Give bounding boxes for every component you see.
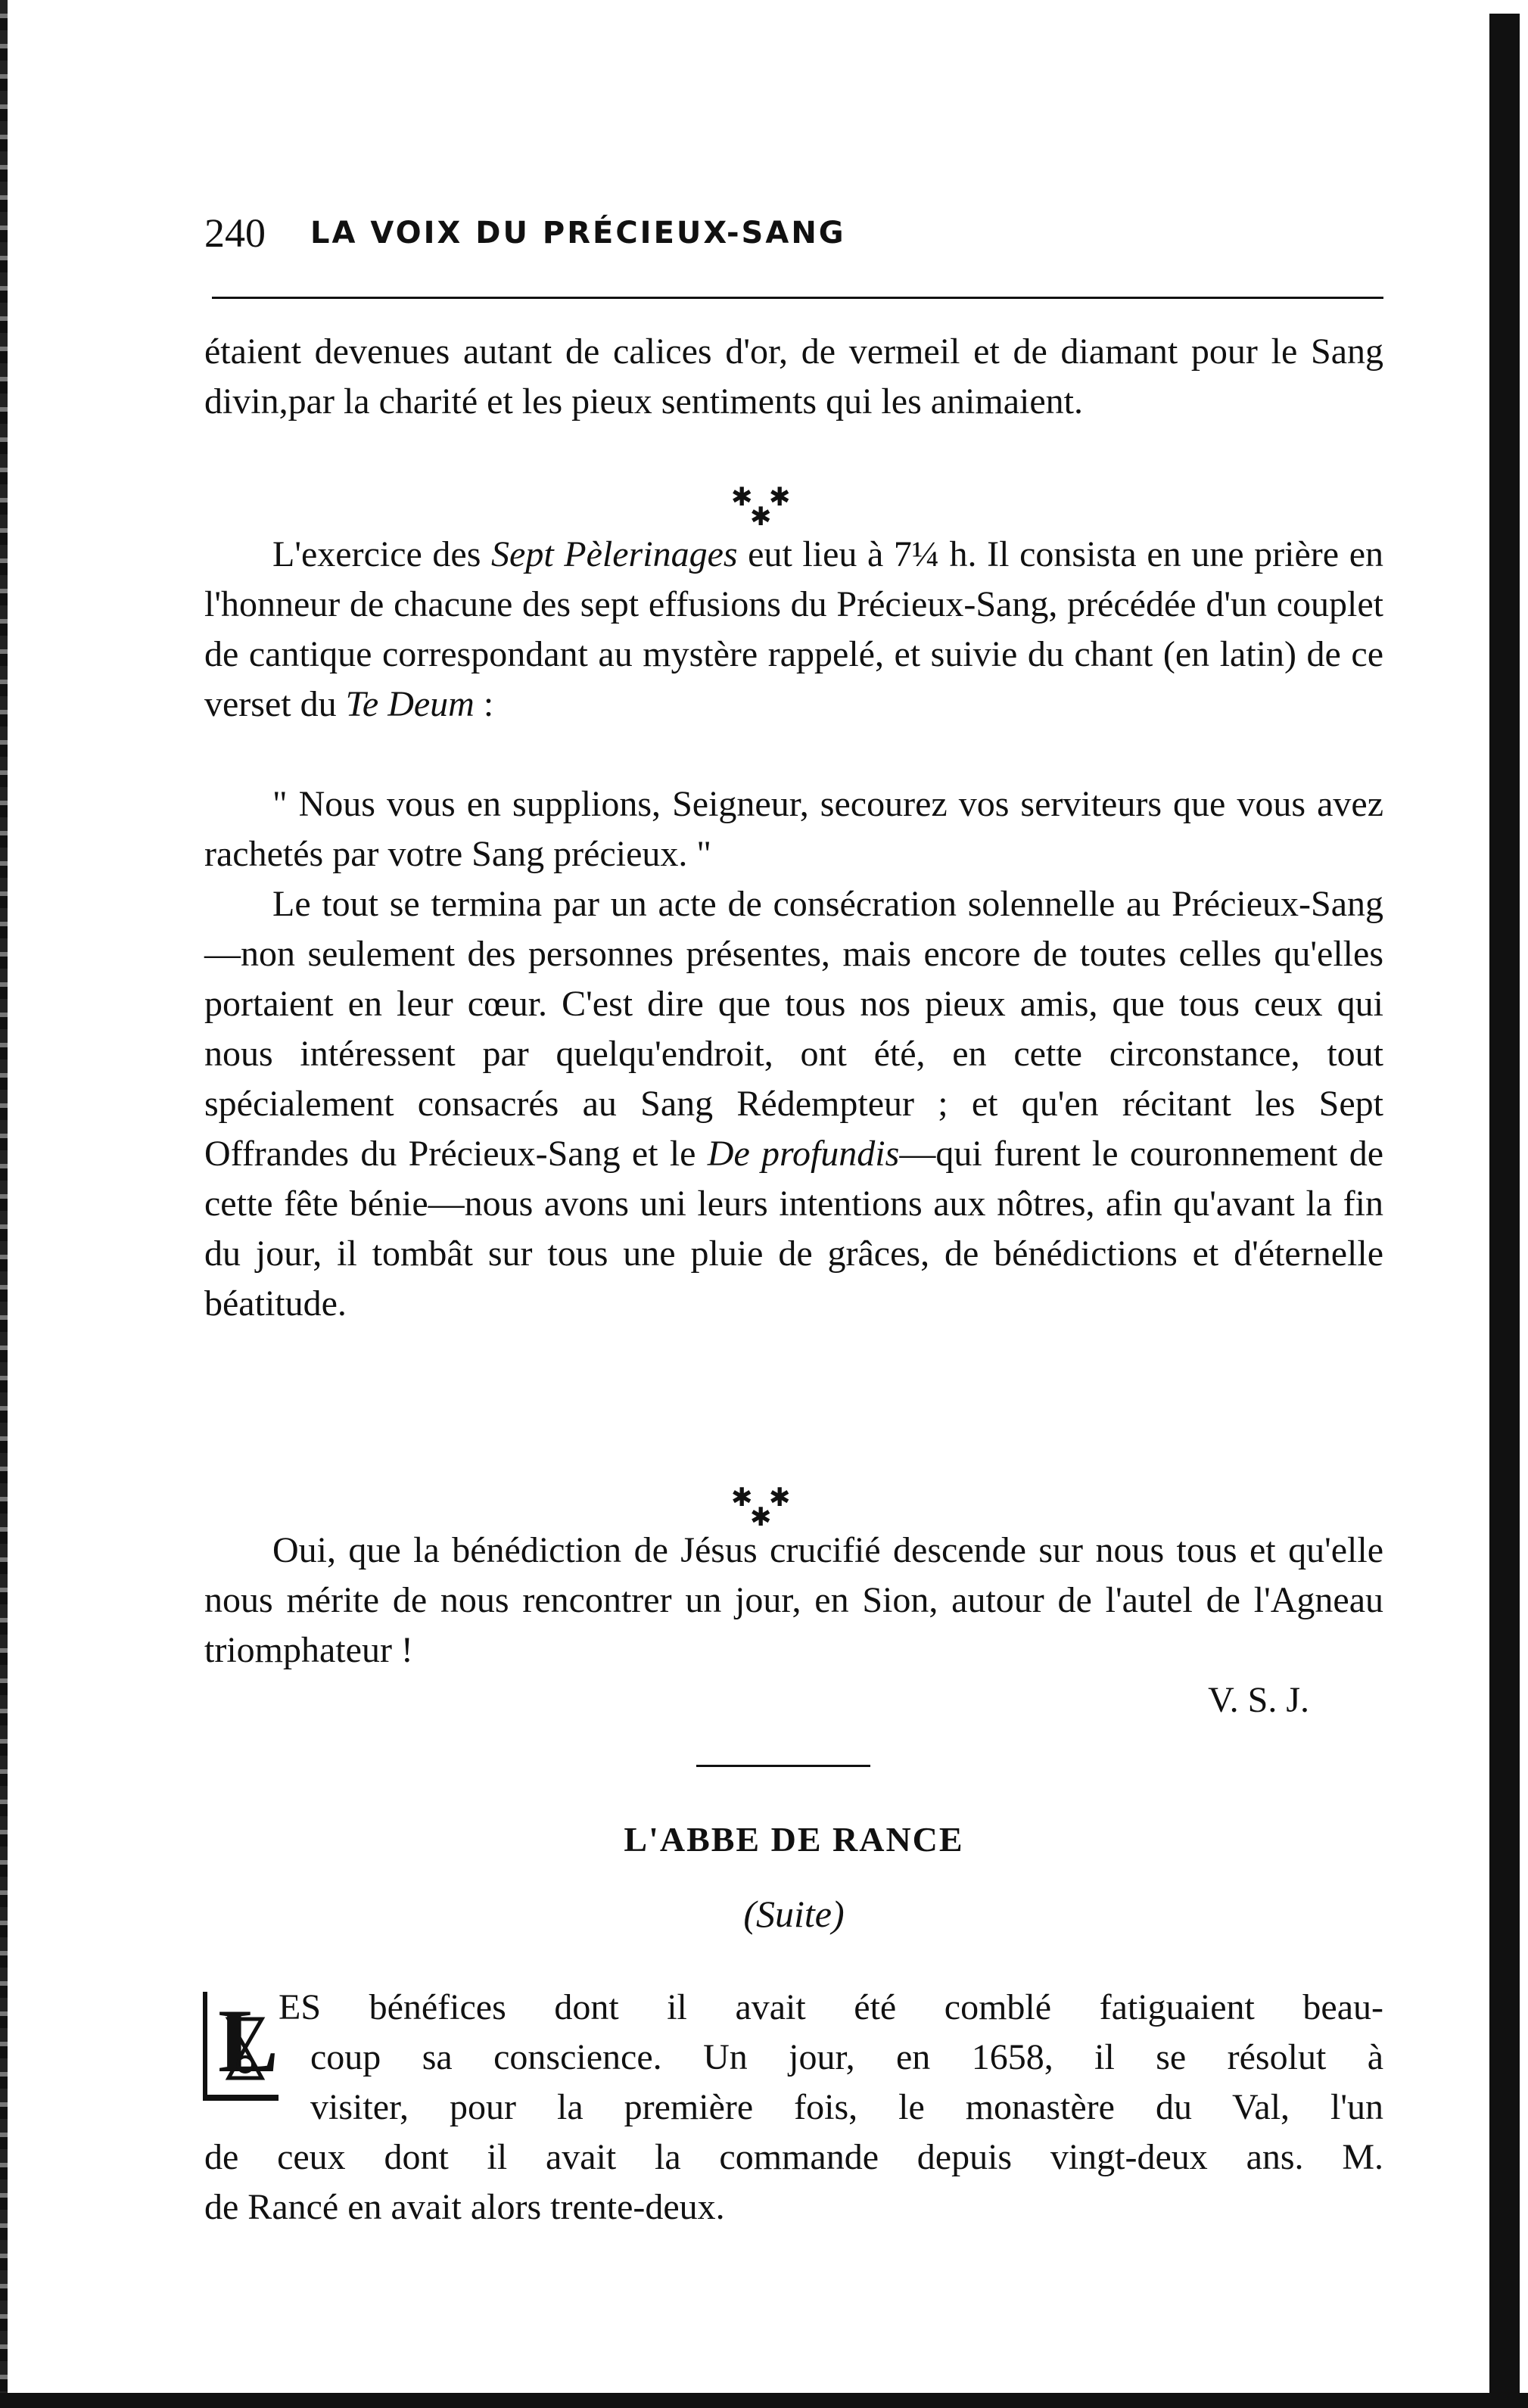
section-line-2: coup sa conscience. Un jour, en 1658, il se résolut à: [310, 2037, 1383, 2077]
section-subtitle: (Suite): [743, 1893, 845, 1935]
italic-title-sept-pelerinages: Sept Pèlerinages: [491, 534, 738, 574]
asterisk-icon: ✱: [731, 482, 753, 512]
paragraph-5: [204, 1526, 1383, 1675]
asterisk-icon: ✱: [750, 1502, 772, 1532]
asterisk-icon: ✱: [731, 1482, 753, 1513]
drop-cap-letter: L: [218, 1990, 279, 2091]
asterisk-icon: ✱: [769, 482, 791, 512]
header-rule: [212, 297, 1383, 299]
scan-bottom-border: [0, 2393, 1528, 2408]
section-line-1: ES bénéfices dont il avait été comblé fatiguaient beau-: [279, 1987, 1383, 2027]
page-header: [204, 203, 1385, 263]
section-line-4: de ceux dont il avait la commande depuis vingt-deux ans. M.: [204, 2137, 1383, 2177]
paragraph-2: [204, 530, 1383, 730]
paragraph-1: [204, 327, 1383, 427]
scan-left-edge: [0, 0, 8, 2408]
asterisk-icon: ✱: [769, 1482, 791, 1513]
hourglass-ornament-icon: [223, 2014, 268, 2083]
section-line-3: visiter, pour la première fois, le monastère du Val, l'un: [310, 2087, 1383, 2127]
paragraph-4-part-c: —qui furent le couronnement de cette fête bénie—nous avons uni leurs intentions aux nôtres, afin qu'avant la fin du jour, il tombât sur tous une pluie de grâces, de bénédictions et d'éternelle béatitude.: [204, 1134, 1384, 1324]
paragraph-4-part-a: Le tout se termina par un acte de consécration solennelle au Précieux-Sang—non seulement des personnes présentes, mais encore de toutes celles qu'elles portaient en leur cœur. C'est dire que tous nos pieux amis, que tous ceux qui nous intéressent par quelqu'endroit, ont été, en cette circonstance, tout spécialement consacrés au Sang Rédempteur ; et qu'en récitant les Sept Offrandes du Précieux-Sang et le: [204, 884, 1383, 1174]
running-title: LA VOIX DU PRÉCIEUX-SANG: [310, 216, 846, 250]
section-break-asterism-2: [727, 1482, 802, 1532]
paragraph-2-part-e: :: [474, 684, 494, 724]
asterisk-icon: ✱: [750, 502, 772, 532]
signature: V. S. J.: [1208, 1680, 1309, 1720]
section-title: L'ABBE DE RANCE: [624, 1820, 964, 1859]
section-divider-rule: [696, 1765, 870, 1767]
paragraph-4-text: [204, 879, 1383, 1329]
section-line-5: de Rancé en avait alors trente-deux.: [204, 2187, 725, 2227]
paragraph-5-text: Oui, que la bénédiction de Jésus crucifié descende sur nous tous et qu'elle nous mérite de nous rencontrer un jour, en Sion, autour de l'autel de l'Agneau triomphateur !: [204, 1530, 1383, 1670]
paragraph-4: [204, 879, 1383, 1329]
paragraph-2-text: [204, 530, 1383, 730]
paragraph-2-part-c: eut lieu à 7¼ h. Il consista en une prière en l'honneur de chacune des sept effusions du Précieux-Sang, précédée d'un couplet de cantique correspondant au mystère rappelé, et suivie du chant (en latin) de ce verset du: [204, 534, 1384, 724]
paragraph-3-quote: [204, 779, 1383, 879]
italic-title-de-profundis: De profundis: [707, 1134, 900, 1174]
paragraph-2-part-a: L'exercice des: [272, 534, 492, 574]
scan-right-border: [1489, 14, 1520, 2408]
page-number: 240: [204, 210, 266, 256]
italic-title-te-deum: Te Deum: [345, 684, 475, 724]
section-break-asterism-1: [727, 484, 802, 530]
paragraph-1-text: étaient devenues autant de calices d'or, de vermeil et de diamant pour le Sang divin,par la charité et les pieux sentiments qui les animaient.: [204, 331, 1383, 422]
paragraph-3-text: " Nous vous en supplions, Seigneur, secourez vos serviteurs que vous avez rachetés par votre Sang précieux. ": [204, 784, 1383, 874]
drop-cap: [203, 1992, 279, 2101]
